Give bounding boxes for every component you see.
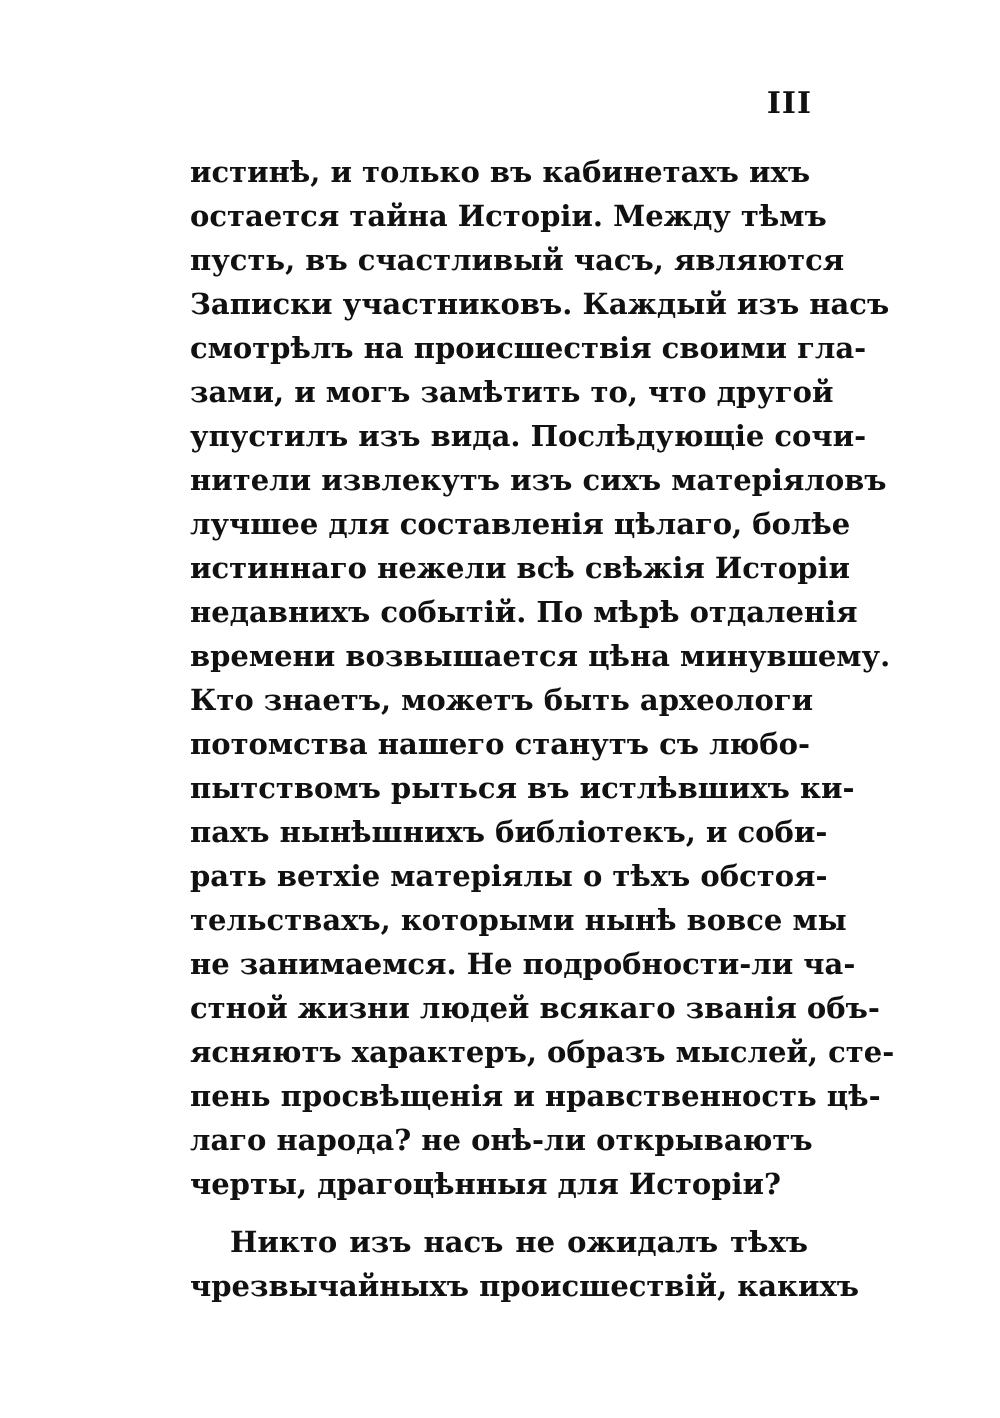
text-line: пень просвѣщенія и нравственность цѣ- [190, 1079, 881, 1113]
page-number: III [766, 86, 812, 121]
text-line: истиннаго нежели всѣ свѣжія Исторіи [190, 551, 851, 585]
body-text [190, 150, 895, 1308]
text-line: пахъ нынѣшнихъ библіотекъ, и соби- [190, 815, 828, 849]
text-line: остается тайна Исторіи. Между тѣмъ [190, 199, 827, 233]
text-line: Записки участниковъ. Каждый изъ насъ [190, 287, 890, 321]
text-line: пытствомъ рыться въ истлѣвшихъ ки- [190, 771, 855, 805]
text-line: стной жизни людей всякаго званія объ- [190, 991, 880, 1025]
text-line: Кто знаетъ, можетъ быть археологи [190, 683, 814, 717]
text-line: тельствахъ, которыми нынѣ вовсе мы [190, 903, 847, 937]
text-line: времени возвышается цѣна минувшему. [190, 639, 891, 673]
text-line: пусть, въ счастливый часъ, являются [190, 243, 845, 277]
text-line: потомства нашего станутъ съ любо- [190, 727, 811, 761]
text-line: не занимаемся. Не подробности-ли ча- [190, 947, 856, 981]
text-line: истинѣ, и только въ кабинетахъ ихъ [190, 155, 811, 189]
paragraph-spacer [190, 1206, 808, 1220]
text-line: черты, драгоцѣнныя для Исторіи? [190, 1167, 782, 1201]
text-line: ясняютъ характеръ, образъ мыслей, сте- [190, 1035, 895, 1069]
text-line: зами, и могъ замѣтить то, что другой [190, 375, 834, 409]
text-line: рать ветхіе матеріялы о тѣхъ обстоя- [190, 859, 828, 893]
text-line: смотрѣлъ на происшествія своими гла- [190, 331, 867, 365]
text-line: упустилъ изъ вида. Послѣдующіе сочи- [190, 419, 867, 453]
paragraph-1 [190, 150, 895, 1206]
text-line: Никто изъ насъ не ожидалъ тѣхъ [230, 1225, 808, 1259]
text-line: недавнихъ событій. По мѣрѣ отдаленія [190, 595, 858, 629]
text-line: лучшее для составленія цѣлаго, болѣе [190, 507, 851, 541]
text-line: нители извлекутъ изъ сихъ матеріяловъ [190, 463, 887, 497]
text-line: лаго народа? не онѣ-ли открываютъ [190, 1123, 813, 1157]
paragraph-2 [190, 1220, 859, 1308]
text-line: чрезвычайныхъ происшествій, какихъ [190, 1269, 859, 1303]
